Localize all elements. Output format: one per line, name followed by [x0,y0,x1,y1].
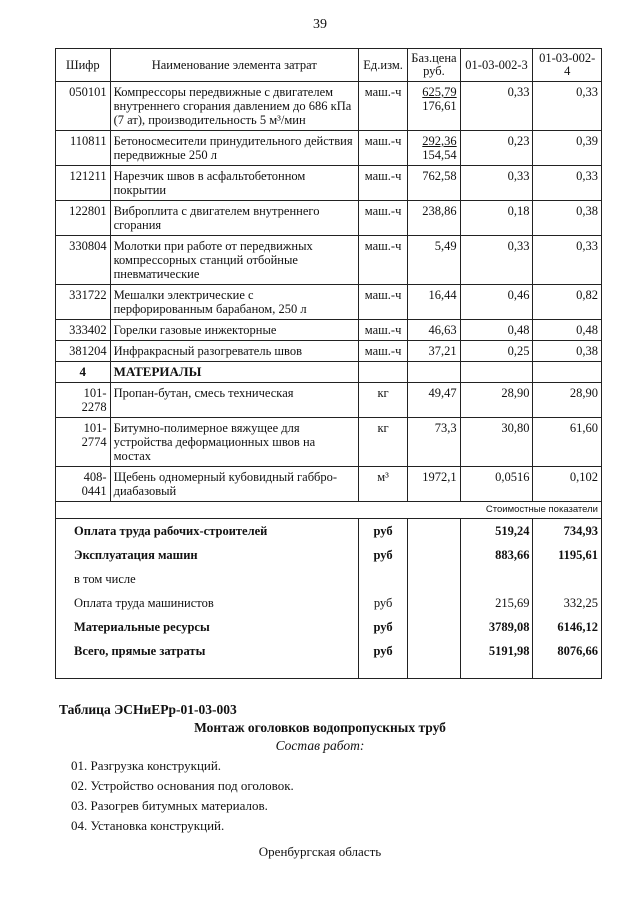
row-name: Нарезчик швов в асфальтобетонном покрытии [110,166,358,201]
summary-empty [408,615,460,639]
row-code: 110811 [56,131,111,166]
row-code: 331722 [56,285,111,320]
row-code: 408-0441 [56,467,111,502]
table-row [56,285,602,320]
row-value-col1: 0,46 [460,285,533,320]
summary-empty [408,543,460,567]
table-row [56,201,602,236]
summary-name: Эксплуатация машин [56,543,359,567]
row-unit: маш.-ч [358,236,407,285]
summary-value-col2: 734,93 [533,519,602,544]
summary-empty [408,519,460,544]
header-unit: Ед.изм. [358,49,407,82]
table-row [56,82,602,131]
row-unit: м³ [358,467,407,502]
next-table-title: Таблица ЭСНиЕРр-01-03-003 [59,702,237,717]
row-value-col2: 0,33 [533,82,602,131]
row-value-col2: 28,90 [533,383,602,418]
row-price: 46,63 [428,323,457,337]
row-unit: маш.-ч [358,82,407,131]
row-value-col1: 0,33 [460,82,533,131]
row-code: 121211 [56,166,111,201]
row-code: 122801 [56,201,111,236]
row-name: Молотки при работе от передвижных компрессорных станций отбойные пневматические [110,236,358,285]
summary-name: Материальные ресурсы [56,615,359,639]
header-code: Шифр [56,49,111,82]
summary-name: в том числе [56,567,359,591]
row-name: Пропан-бутан, смесь техническая [110,383,358,418]
composition-title: Состав работ: [275,738,365,753]
materials-section-row [56,362,602,383]
row-value-col1: 0,33 [460,166,533,201]
row-name: Битумно-полимерное вяжущее для устройства деформационных швов на мостах [110,418,358,467]
row-value-col1: 28,90 [460,383,533,418]
resource-table [55,48,602,679]
table-row [56,236,602,285]
summary-name: Оплата труда рабочих-строителей [56,519,359,544]
summary-row [56,639,602,679]
page-number: 39 [313,17,327,32]
row-value-col2: 61,60 [533,418,602,467]
row-price: 37,21 [428,344,457,358]
summary-row [56,615,602,639]
row-unit: маш.-ч [358,320,407,341]
row-price-secondary: 176,61 [422,99,457,113]
row-price: 16,44 [428,288,457,302]
row-unit: маш.-ч [358,201,407,236]
row-name: Щебень одномерный кубовидный габбро-диабазовый [110,467,358,502]
row-value-col2: 0,82 [533,285,602,320]
row-value-col2: 0,102 [533,467,602,502]
row-value-col2: 0,33 [533,166,602,201]
row-value-col1: 0,0516 [460,467,533,502]
summary-unit [358,567,407,591]
header-name: Наименование элемента затрат [110,49,358,82]
row-name: Бетоносмесители принудительного действия передвижные 250 л [110,131,358,166]
row-price-secondary: 154,54 [422,148,457,162]
row-code: 381204 [56,341,111,362]
work-item: 01. Разгрузка конструкций. [71,758,222,773]
row-price-cell [408,341,460,362]
row-unit: маш.-ч [358,131,407,166]
row-price: 73,3 [408,418,460,467]
summary-row [56,591,602,615]
header-price: Баз.цена руб. [408,49,460,82]
summary-empty [408,639,460,679]
row-price: 292,36 [422,134,457,148]
section-number: 4 [56,362,111,383]
row-value-col2: 0,38 [533,201,602,236]
summary-unit: руб [358,591,407,615]
row-value-col1: 0,23 [460,131,533,166]
summary-value-col2: 6146,12 [533,615,602,639]
summary-empty [408,567,460,591]
summary-unit: руб [358,543,407,567]
row-code: 330804 [56,236,111,285]
row-price-cell [408,82,460,131]
row-price-cell [408,285,460,320]
summary-empty [408,591,460,615]
row-unit: кг [358,418,407,467]
summary-value-col2: 1195,61 [533,543,602,567]
row-price-cell [408,166,460,201]
header-col1: 01-03-002-3 [460,49,533,82]
header-col2: 01-03-002-4 [533,49,602,82]
row-value-col2: 0,33 [533,236,602,285]
row-value-col1: 0,33 [460,236,533,285]
row-price-cell [408,201,460,236]
summary-value-col1: 883,66 [460,543,533,567]
summary-name: Всего, прямые затраты [56,639,359,679]
row-code: 101-2278 [56,383,111,418]
row-code: 101-2774 [56,418,111,467]
table-row [56,320,602,341]
work-item: 04. Установка конструкций. [71,818,225,833]
row-unit: маш.-ч [358,285,407,320]
summary-name: Оплата труда машинистов [56,591,359,615]
row-code: 333402 [56,320,111,341]
summary-row [56,567,602,591]
cost-caption: Стоимостные показатели [56,502,602,519]
row-unit: кг [358,383,407,418]
row-value-col1: 0,25 [460,341,533,362]
row-unit: маш.-ч [358,166,407,201]
row-price-cell [408,236,460,285]
table-row [56,383,602,418]
work-item: 03. Разогрев битумных материалов. [71,798,268,813]
cost-caption-row [56,502,602,519]
row-value-col1: 30,80 [460,418,533,467]
summary-value-col2: 332,25 [533,591,602,615]
table-row [56,418,602,467]
row-price: 762,58 [422,169,457,183]
row-name: Компрессоры передвижные с двигателем внутреннего сгорания давлением до 686 кПа (7 ат), производительность 5 м³/мин [110,82,358,131]
row-unit: маш.-ч [358,341,407,362]
summary-unit: руб [358,639,407,679]
row-code: 050101 [56,82,111,131]
section-title: МАТЕРИАЛЫ [110,362,358,383]
row-price-cell [408,131,460,166]
summary-row [56,543,602,567]
row-price: 1972,1 [408,467,460,502]
summary-value-col1: 519,24 [460,519,533,544]
row-name: Виброплита с двигателем внутреннего сгорания [110,201,358,236]
table-header-row [56,49,602,82]
summary-rows [56,519,602,679]
summary-unit: руб [358,519,407,544]
row-name: Инфракрасный разогреватель швов [110,341,358,362]
summary-value-col1: 215,69 [460,591,533,615]
summary-value-col1 [460,567,533,591]
row-value-col1: 0,18 [460,201,533,236]
row-price: 49,47 [408,383,460,418]
material-rows [56,383,602,502]
table-row [56,131,602,166]
row-value-col2: 0,39 [533,131,602,166]
row-price-cell [408,320,460,341]
table-row [56,467,602,502]
footer-region: Оренбургская область [258,844,382,859]
work-title: Монтаж оголовков водопропускных труб [194,720,446,735]
row-value-col1: 0,48 [460,320,533,341]
row-value-col2: 0,48 [533,320,602,341]
row-name: Мешалки электрические с перфорированным барабаном, 250 л [110,285,358,320]
row-value-col2: 0,38 [533,341,602,362]
row-name: Горелки газовые инжекторные [110,320,358,341]
summary-value-col2 [533,567,602,591]
machine-rows [56,82,602,362]
table-row [56,341,602,362]
summary-row [56,519,602,544]
row-price: 238,86 [422,204,457,218]
row-price: 625,79 [422,85,457,99]
works-list [71,756,294,836]
summary-value-col1: 3789,08 [460,615,533,639]
table-row [56,166,602,201]
summary-unit: руб [358,615,407,639]
row-price: 5,49 [434,239,457,253]
work-item: 02. Устройство основания под оголовок. [71,778,294,793]
summary-value-col2: 8076,66 [533,639,602,679]
summary-value-col1: 5191,98 [460,639,533,679]
